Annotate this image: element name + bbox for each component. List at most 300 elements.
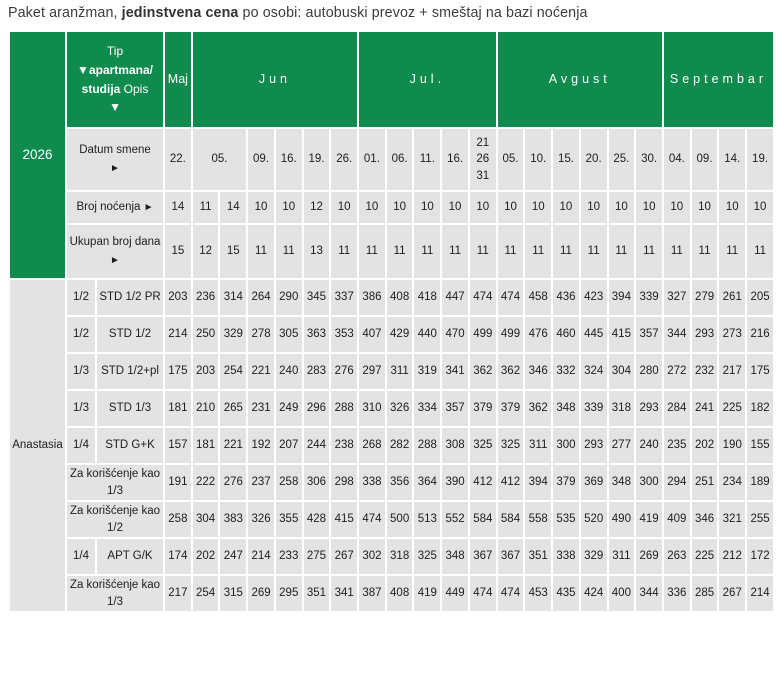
room-type-cell: STD 1/2 PR <box>96 279 164 316</box>
price-cell: 254 <box>192 575 220 612</box>
days-cell: 15 <box>219 224 247 279</box>
date-text: 15. <box>557 153 574 166</box>
price-cell: 334 <box>413 390 441 427</box>
days-cell: 11 <box>635 224 663 279</box>
price-cell: 269 <box>247 575 275 612</box>
price-cell: 326 <box>386 390 414 427</box>
room-type-cell: Za korišćenje kao 1/3 <box>66 575 164 612</box>
month-header-jul: Jul. <box>358 31 497 128</box>
occupancy-cell: 1/4 <box>66 538 96 575</box>
occupancy-cell: 1/2 <box>66 316 96 353</box>
price-cell: 311 <box>386 353 414 390</box>
date-cell <box>247 128 275 191</box>
price-cell: 295 <box>275 575 303 612</box>
room-type-cell: Za korišćenje kao 1/2 <box>66 501 164 538</box>
price-cell: 418 <box>413 279 441 316</box>
nights-cell: 12 <box>303 191 331 224</box>
date-text: 01. <box>363 153 380 166</box>
nights-cell: 14 <box>219 191 247 224</box>
price-cell: 288 <box>413 427 441 464</box>
price-cell: 336 <box>663 575 691 612</box>
price-cell: 275 <box>303 538 331 575</box>
days-cell: 11 <box>330 224 358 279</box>
days-cell: 11 <box>469 224 497 279</box>
table-body <box>9 279 774 612</box>
room-type-cell: STD G+K <box>96 427 164 464</box>
date-text: 05. <box>211 153 228 166</box>
price-cell: 318 <box>386 538 414 575</box>
price-cell: 364 <box>413 464 441 501</box>
price-cell: 400 <box>608 575 636 612</box>
price-cell: 305 <box>275 316 303 353</box>
price-cell: 306 <box>303 464 331 501</box>
price-cell: 470 <box>441 316 469 353</box>
table-row <box>9 353 774 390</box>
price-cell: 298 <box>330 464 358 501</box>
price-cell: 272 <box>663 353 691 390</box>
days-cell: 15 <box>164 224 192 279</box>
nights-cell: 10 <box>635 191 663 224</box>
down-triangle-icon: ▼ <box>109 100 121 115</box>
price-cell: 424 <box>580 575 608 612</box>
days-cell: 11 <box>275 224 303 279</box>
days-cell: 11 <box>580 224 608 279</box>
price-cell: 584 <box>469 501 497 538</box>
nights-cell: 10 <box>524 191 552 224</box>
price-cell: 419 <box>635 501 663 538</box>
price-cell: 415 <box>608 316 636 353</box>
price-cell: 474 <box>469 575 497 612</box>
price-cell: 327 <box>663 279 691 316</box>
price-cell: 212 <box>718 538 746 575</box>
price-cell: 247 <box>219 538 247 575</box>
days-cell: 11 <box>718 224 746 279</box>
price-cell: 476 <box>524 316 552 353</box>
month-header-septembar: Septembar <box>663 31 774 128</box>
nights-cell: 10 <box>469 191 497 224</box>
date-text: 19. <box>752 153 769 166</box>
price-cell: 325 <box>469 427 497 464</box>
date-cell <box>275 128 303 191</box>
date-text: 04. <box>668 153 685 166</box>
price-cell: 217 <box>164 575 192 612</box>
date-line: 26 <box>476 153 490 166</box>
price-cell: 265 <box>219 390 247 427</box>
price-cell: 341 <box>330 575 358 612</box>
price-cell: 203 <box>164 279 192 316</box>
nights-cell: 14 <box>164 191 192 224</box>
days-row-label-text: Ukupan broj dana <box>69 236 161 249</box>
price-cell: 408 <box>386 575 414 612</box>
month-header-maj: Maj <box>164 31 192 128</box>
price-cell: 362 <box>524 390 552 427</box>
price-table <box>8 30 775 613</box>
price-cell: 390 <box>441 464 469 501</box>
price-cell: 394 <box>524 464 552 501</box>
price-cell: 251 <box>691 464 719 501</box>
price-cell: 429 <box>386 316 414 353</box>
price-cell: 214 <box>247 538 275 575</box>
price-cell: 235 <box>663 427 691 464</box>
price-cell: 221 <box>219 427 247 464</box>
room-type-cell: STD 1/2+pl <box>96 353 164 390</box>
date-text: 09. <box>253 153 270 166</box>
price-cell: 346 <box>524 353 552 390</box>
price-cell: 300 <box>635 464 663 501</box>
price-cell: 290 <box>275 279 303 316</box>
price-cell: 379 <box>552 464 580 501</box>
price-cell: 207 <box>275 427 303 464</box>
occupancy-cell: 1/2 <box>66 279 96 316</box>
date-cell <box>580 128 608 191</box>
price-cell: 321 <box>718 501 746 538</box>
date-line: 21 <box>476 137 490 150</box>
price-cell: 276 <box>219 464 247 501</box>
date-cell <box>691 128 719 191</box>
price-cell: 513 <box>413 501 441 538</box>
price-cell: 379 <box>497 390 525 427</box>
price-cell: 191 <box>164 464 192 501</box>
price-cell: 214 <box>164 316 192 353</box>
page-title <box>8 5 775 21</box>
price-cell: 348 <box>552 390 580 427</box>
nights-cell: 10 <box>441 191 469 224</box>
price-cell: 236 <box>192 279 220 316</box>
date-cell <box>635 128 663 191</box>
price-cell: 268 <box>358 427 386 464</box>
title-segment: Paket aranžman, <box>8 5 122 21</box>
date-cell <box>746 128 774 191</box>
price-cell: 351 <box>524 538 552 575</box>
date-cell <box>469 128 497 191</box>
date-cell <box>413 128 441 191</box>
table-row <box>9 575 774 612</box>
price-cell: 288 <box>330 390 358 427</box>
date-line: 31 <box>476 169 490 182</box>
price-cell: 269 <box>635 538 663 575</box>
price-cell: 428 <box>303 501 331 538</box>
price-cell: 273 <box>718 316 746 353</box>
date-text: 06. <box>391 153 408 166</box>
date-cell <box>552 128 580 191</box>
price-cell: 367 <box>497 538 525 575</box>
table-row <box>9 538 774 575</box>
price-cell: 379 <box>469 390 497 427</box>
price-cell: 283 <box>303 353 331 390</box>
dates-row <box>9 128 774 191</box>
price-cell: 419 <box>413 575 441 612</box>
price-cell: 181 <box>164 390 192 427</box>
price-cell: 237 <box>247 464 275 501</box>
price-cell: 383 <box>219 501 247 538</box>
price-cell: 240 <box>275 353 303 390</box>
down-triangle-icon: ▼ <box>77 62 89 77</box>
price-cell: 238 <box>330 427 358 464</box>
price-cell: 267 <box>718 575 746 612</box>
date-text: 11. <box>419 153 435 166</box>
table-row <box>9 427 774 464</box>
date-cell <box>303 128 331 191</box>
date-text: 05. <box>502 153 519 166</box>
tip-header-text: apartmana/ <box>88 62 153 77</box>
dates-row-label <box>66 128 164 191</box>
price-cell: 436 <box>552 279 580 316</box>
price-cell: 202 <box>192 538 220 575</box>
price-cell: 319 <box>413 353 441 390</box>
price-cell: 558 <box>524 501 552 538</box>
price-cell: 367 <box>469 538 497 575</box>
nights-cell: 10 <box>247 191 275 224</box>
price-cell: 329 <box>580 538 608 575</box>
room-type-cell: STD 1/3 <box>96 390 164 427</box>
nights-row <box>9 191 774 224</box>
price-cell: 348 <box>608 464 636 501</box>
nights-cell: 10 <box>330 191 358 224</box>
date-cell <box>164 128 192 191</box>
price-cell: 297 <box>358 353 386 390</box>
price-cell: 231 <box>247 390 275 427</box>
days-cell: 11 <box>608 224 636 279</box>
title-segment: jedinstvena cena <box>121 5 239 21</box>
price-cell: 244 <box>303 427 331 464</box>
price-cell: 314 <box>219 279 247 316</box>
price-cell: 233 <box>275 538 303 575</box>
price-cell: 447 <box>441 279 469 316</box>
price-cell: 369 <box>580 464 608 501</box>
nights-row-label <box>66 191 164 224</box>
date-cell <box>358 128 386 191</box>
price-cell: 250 <box>192 316 220 353</box>
days-cell: 11 <box>247 224 275 279</box>
price-cell: 300 <box>552 427 580 464</box>
price-cell: 285 <box>691 575 719 612</box>
price-cell: 445 <box>580 316 608 353</box>
price-cell: 182 <box>746 390 774 427</box>
occupancy-cell: 1/3 <box>66 353 96 390</box>
table-row <box>9 316 774 353</box>
price-cell: 214 <box>746 575 774 612</box>
price-cell: 435 <box>552 575 580 612</box>
date-text: 16. <box>280 153 297 166</box>
price-cell: 353 <box>330 316 358 353</box>
price-cell: 346 <box>691 501 719 538</box>
price-cell: 217 <box>718 353 746 390</box>
dates-row-label-text: Datum smene <box>79 144 151 157</box>
price-cell: 351 <box>303 575 331 612</box>
price-cell: 552 <box>441 501 469 538</box>
date-cell <box>663 128 691 191</box>
days-cell: 13 <box>303 224 331 279</box>
days-cell: 11 <box>552 224 580 279</box>
price-cell: 338 <box>552 538 580 575</box>
price-cell: 412 <box>469 464 497 501</box>
price-cell: 278 <box>247 316 275 353</box>
date-cell <box>330 128 358 191</box>
days-cell: 11 <box>413 224 441 279</box>
price-cell: 304 <box>192 501 220 538</box>
price-cell: 277 <box>608 427 636 464</box>
price-cell: 264 <box>247 279 275 316</box>
occupancy-cell: 1/3 <box>66 390 96 427</box>
price-cell: 339 <box>580 390 608 427</box>
price-cell: 241 <box>691 390 719 427</box>
price-cell: 325 <box>413 538 441 575</box>
price-cell: 341 <box>441 353 469 390</box>
price-cell: 332 <box>552 353 580 390</box>
price-cell: 258 <box>275 464 303 501</box>
days-cell: 11 <box>663 224 691 279</box>
days-cell: 11 <box>691 224 719 279</box>
price-cell: 216 <box>746 316 774 353</box>
price-cell: 453 <box>524 575 552 612</box>
date-text: 09. <box>696 153 713 166</box>
nights-row-label-text: Broj noćenja <box>76 200 141 213</box>
price-cell: 344 <box>635 575 663 612</box>
occupancy-cell: 1/4 <box>66 427 96 464</box>
price-cell: 325 <box>497 427 525 464</box>
price-cell: 394 <box>608 279 636 316</box>
price-cell: 157 <box>164 427 192 464</box>
price-cell: 296 <box>303 390 331 427</box>
price-cell: 282 <box>386 427 414 464</box>
price-cell: 315 <box>219 575 247 612</box>
nights-cell: 10 <box>358 191 386 224</box>
price-cell: 449 <box>441 575 469 612</box>
price-cell: 293 <box>635 390 663 427</box>
price-cell: 337 <box>330 279 358 316</box>
price-cell: 276 <box>330 353 358 390</box>
price-cell: 225 <box>718 390 746 427</box>
table-row <box>9 279 774 316</box>
date-cell <box>608 128 636 191</box>
date-cell <box>497 128 525 191</box>
price-cell: 338 <box>358 464 386 501</box>
nights-cell: 10 <box>386 191 414 224</box>
price-cell: 302 <box>358 538 386 575</box>
table-row <box>9 390 774 427</box>
tip-header-text: Tip <box>106 44 124 59</box>
hotel-name-cell: Anastasia <box>9 279 66 612</box>
room-type-cell: STD 1/2 <box>96 316 164 353</box>
price-cell: 267 <box>330 538 358 575</box>
nights-cell: 10 <box>552 191 580 224</box>
days-cell: 11 <box>746 224 774 279</box>
price-cell: 254 <box>219 353 247 390</box>
right-arrow-icon: ► <box>110 162 120 174</box>
price-cell: 232 <box>691 353 719 390</box>
price-cell: 258 <box>164 501 192 538</box>
price-cell: 225 <box>691 538 719 575</box>
price-cell: 460 <box>552 316 580 353</box>
price-cell: 329 <box>219 316 247 353</box>
price-cell: 189 <box>746 464 774 501</box>
nights-cell: 10 <box>580 191 608 224</box>
price-cell: 222 <box>192 464 220 501</box>
price-cell: 490 <box>608 501 636 538</box>
price-cell: 362 <box>497 353 525 390</box>
nights-cell: 11 <box>192 191 220 224</box>
price-cell: 311 <box>524 427 552 464</box>
price-cell: 363 <box>303 316 331 353</box>
nights-cell: 10 <box>663 191 691 224</box>
price-cell: 175 <box>164 353 192 390</box>
price-cell: 326 <box>247 501 275 538</box>
price-cell: 344 <box>663 316 691 353</box>
room-type-cell: APT G/K <box>96 538 164 575</box>
price-cell: 386 <box>358 279 386 316</box>
days-cell: 11 <box>441 224 469 279</box>
nights-cell: 10 <box>746 191 774 224</box>
nights-cell: 10 <box>608 191 636 224</box>
date-cell <box>192 128 247 191</box>
price-cell: 203 <box>192 353 220 390</box>
price-cell: 412 <box>497 464 525 501</box>
title-segment: po osobi: autobuski prevoz + smeštaj na bazi noćenja <box>238 5 588 21</box>
tip-header-cell <box>66 31 164 128</box>
month-header-jun: Jun <box>192 31 358 128</box>
date-cell <box>718 128 746 191</box>
days-cell: 11 <box>524 224 552 279</box>
price-cell: 263 <box>663 538 691 575</box>
price-cell: 520 <box>580 501 608 538</box>
price-cell: 355 <box>275 501 303 538</box>
right-arrow-icon: ► <box>110 254 120 266</box>
nights-cell: 10 <box>718 191 746 224</box>
price-cell: 175 <box>746 353 774 390</box>
room-type-cell: Za korišćenje kao 1/3 <box>66 464 164 501</box>
price-cell: 249 <box>275 390 303 427</box>
price-cell: 535 <box>552 501 580 538</box>
price-cell: 181 <box>192 427 220 464</box>
price-cell: 308 <box>441 427 469 464</box>
nights-cell: 10 <box>413 191 441 224</box>
days-row <box>9 224 774 279</box>
price-cell: 172 <box>746 538 774 575</box>
days-row-label <box>66 224 164 279</box>
price-cell: 304 <box>608 353 636 390</box>
date-text: 22. <box>169 153 186 166</box>
table-header <box>9 31 774 279</box>
price-cell: 423 <box>580 279 608 316</box>
table-row <box>9 501 774 538</box>
price-cell: 318 <box>608 390 636 427</box>
price-cell: 310 <box>358 390 386 427</box>
date-text: 25. <box>613 153 630 166</box>
price-cell: 174 <box>164 538 192 575</box>
price-cell: 192 <box>247 427 275 464</box>
price-cell: 324 <box>580 353 608 390</box>
price-cell: 221 <box>247 353 275 390</box>
price-cell: 458 <box>524 279 552 316</box>
days-cell: 11 <box>358 224 386 279</box>
date-cell <box>524 128 552 191</box>
price-cell: 155 <box>746 427 774 464</box>
price-cell: 474 <box>497 279 525 316</box>
days-cell: 12 <box>192 224 220 279</box>
nights-cell: 10 <box>691 191 719 224</box>
price-cell: 356 <box>386 464 414 501</box>
price-cell: 311 <box>608 538 636 575</box>
price-cell: 500 <box>386 501 414 538</box>
price-cell: 240 <box>635 427 663 464</box>
price-cell: 357 <box>441 390 469 427</box>
days-cell: 11 <box>386 224 414 279</box>
date-cell <box>441 128 469 191</box>
table-row <box>9 464 774 501</box>
date-cell <box>386 128 414 191</box>
price-cell: 408 <box>386 279 414 316</box>
year-cell: 2026 <box>9 31 66 279</box>
